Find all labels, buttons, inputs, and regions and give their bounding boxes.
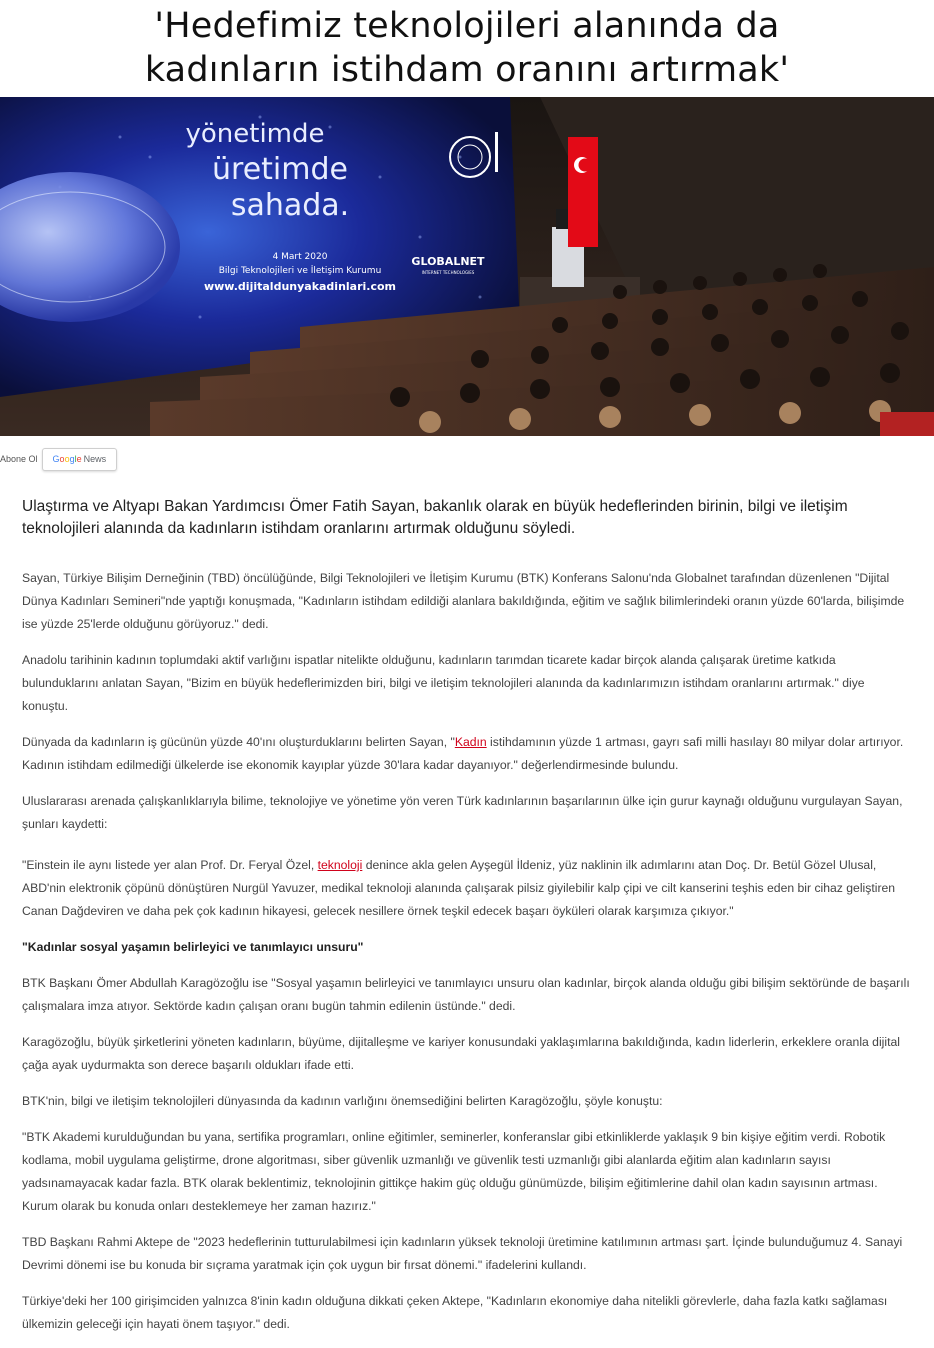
globalnet-subtext: INTERNET TECHNOLOGIES — [421, 270, 475, 275]
subheading: "Kadınlar sosyal yaşamın belirleyici ve tanımlayıcı unsuru" — [22, 940, 364, 954]
paragraph: Karagözoğlu, büyük şirketlerini yöneten kadınların, büyüme, dijitalleşme ve kariyer konusundaki yaklaşımlarına bakıldığında, kadın liderlerin, erkeklere oranla dijital çağa ayak uydurmakta son derece başarılı oldukları ifade etti. — [22, 1035, 900, 1072]
screen-text-2: üretimde — [212, 152, 348, 187]
paragraph: Dünyada da kadınların iş gücünün yüzde 40'ını oluşturduklarını belirten Sayan, "Kadın istihdamının yüzde 1 artması, gayrı safi milli hasılayı 80 milyar dolar artırıyor. Kadının istihdam edilmediği ülkelerde ise ekonomik kayıplar yüzde 30'lara kadar dayanıyor." değerlendirmesinde bulundu. — [22, 735, 904, 772]
teknoloji-tag-link[interactable]: teknoloji — [317, 858, 363, 872]
paragraph: Türkiye'deki her 100 girişimciden yalnızca 8'inin kadın olduğuna dikkati çeken Aktepe, "Kadınların ekonomiye daha nitelikli görevlerle, daha fazla katkı sağlaması ülkemizin geleceği için hayati önem taşıyor." dedi. — [22, 1294, 888, 1331]
conference-photo — [0, 97, 934, 436]
paragraph: BTK'nin, bilgi ve iletişim teknolojileri dünyasında da kadının varlığını önemsediğini belirten Karagözoğlu, şöyle konuştu: — [22, 1094, 663, 1108]
quote-paragraph: "Einstein ile aynı listede yer alan Prof. Dr. Feryal Özel, teknoloji denince akla gelen Ayşegül İldeniz, yüz naklinin ilk adımlarını atan Doç. Dr. Betül Gözel Ulusal, ABD'nin elektronik çöpünü dönüştüren Nurgül Yavuzer, medikal teknoloji alanında çalışarak pilsiz giyilebilir kalp çipi ve cilt kanserini teşhis eden bir cihaz geliştiren Canan Dağdeviren ve daha pek çok kadının hikayesi, gelecek nesillere örnek teşkil edecek başarı öyküleri olarak karşımıza çıkıyor." — [22, 858, 896, 918]
article-body — [22, 567, 914, 1348]
paragraph: BTK Başkanı Ömer Abdullah Karagözoğlu ise "Sosyal yaşamın belirleyici ve tanımlayıcı unsuru olan kadınlar, birçok alanda olduğu gibi bilişim sektöründe de başarılı çalışmalara imza atıyor. Sektörde kadın çalışan oranı bugün tahmin edilenin üstünde." dedi. — [22, 976, 910, 1013]
paragraph: Anadolu tarihinin kadının toplumdaki aktif varlığını ispatlar nitelikte olduğunu, kadınların tarımdan ticarete kadar birçok alanda çalışarak üretime katkıda bulunduklarını anlatan Sayan, "Bizim en büyük hedeflerimizden biri, bilgi ve iletişim teknolojileri alanında da kadınlarımızın istihdam oranlarını artırmak." diye konuştu. — [22, 653, 865, 713]
subscribe-bar — [0, 447, 117, 471]
quote-paragraph: "BTK Akademi kurulduğundan bu yana, sertifika programları, online eğitimler, seminerler, konferanslar gibi etkinliklerde yaklaşık 9 bin kişiye eğitim verdi. Robotik kodlama, mobil uygulama geliştirme, drone algoritması, siber güvenlik uzmanlığı ve güvenlik testi uzmanlığı gibi alanlarda eğitim alan kadınların sayısı yadsınamayacak kadar fazla. BTK olarak beklentimiz, teknolojinin gittikçe hakim güç olduğu günümüzde, bilişim eğitimlerine dahil olan kadın sayısının artması. Kurum olarak bu konuda onları desteklemeye her zaman hazırız." — [22, 1130, 886, 1213]
screen-text-3: sahada. — [230, 188, 350, 223]
paragraph: Uluslararası arenada çalışkanlıklarıyla bilime, teknolojiye ve yönetime yön veren Türk kadınlarının başarılarının ülke için gurur kaynağı olduğunu vurgulayan Sayan, şunları kaydetti: — [22, 794, 903, 831]
article-title — [0, 0, 934, 96]
news-label: News — [83, 454, 107, 464]
article-hero-image — [0, 97, 934, 436]
google-news-button[interactable] — [42, 448, 118, 471]
screen-text-1: yönetimde — [185, 119, 325, 149]
paragraph: TBD Başkanı Rahmi Aktepe de "2023 hedeflerinin tutturulabilmesi için kadınların yüksek teknoloji üretimine katılımının artması şart. İçinde bulunduğumuz 4. Sanayi Devrimi dönemi ise bu konuda bir sıçrama yaratmak için çok uygun bir fırsat dönemi." ifadelerini kullandı. — [22, 1235, 903, 1272]
kadin-tag-link[interactable]: Kadın — [454, 735, 487, 749]
screen-date: 4 Mart 2020 — [272, 252, 328, 262]
article-lead: Ulaştırma ve Altyapı Bakan Yardımcısı Ömer Fatih Sayan, bakanlık olarak en büyük hedeflerinden birinin, bilgi ve iletişim teknolojileri alanında da kadınların istihdam oranlarını artırmak olduğunu söyledi. — [22, 498, 848, 537]
google-logo: Google — [52, 454, 82, 464]
screen-url: www.dijitaldunyakadinlari.com — [203, 280, 397, 293]
subscribe-label: Abone Ol — [0, 454, 38, 464]
btk-logo-icon — [495, 132, 498, 172]
globalnet-logo: GLOBALNET — [411, 255, 485, 268]
article-title-line-1: 'Hedefimiz teknolojileri alanında da — [154, 6, 780, 46]
turkish-flag-icon — [568, 137, 598, 247]
screen-org: Bilgi Teknolojileri ve İletişim Kurumu — [218, 266, 382, 276]
paragraph: Sayan, Türkiye Bilişim Derneğinin (TBD) öncülüğünde, Bilgi Teknolojileri ve İletişim Kurumu (BTK) Konferans Salonu'nda Globalnet tarafından düzenlenen "Dijital Dünya Kadınları Semineri"nde yaptığı konuşmada, "Kadınların istihdam edildiği alanlara bakıldığında, eğitim ve sağlık bilimlerindeki oranın yüzde 60'larda, bilişimde ise yüzde 25'lerde olduğunu görüyoruz." dedi. — [22, 571, 905, 631]
article-title-line-2: kadınların istihdam oranını artırmak' — [144, 50, 790, 90]
